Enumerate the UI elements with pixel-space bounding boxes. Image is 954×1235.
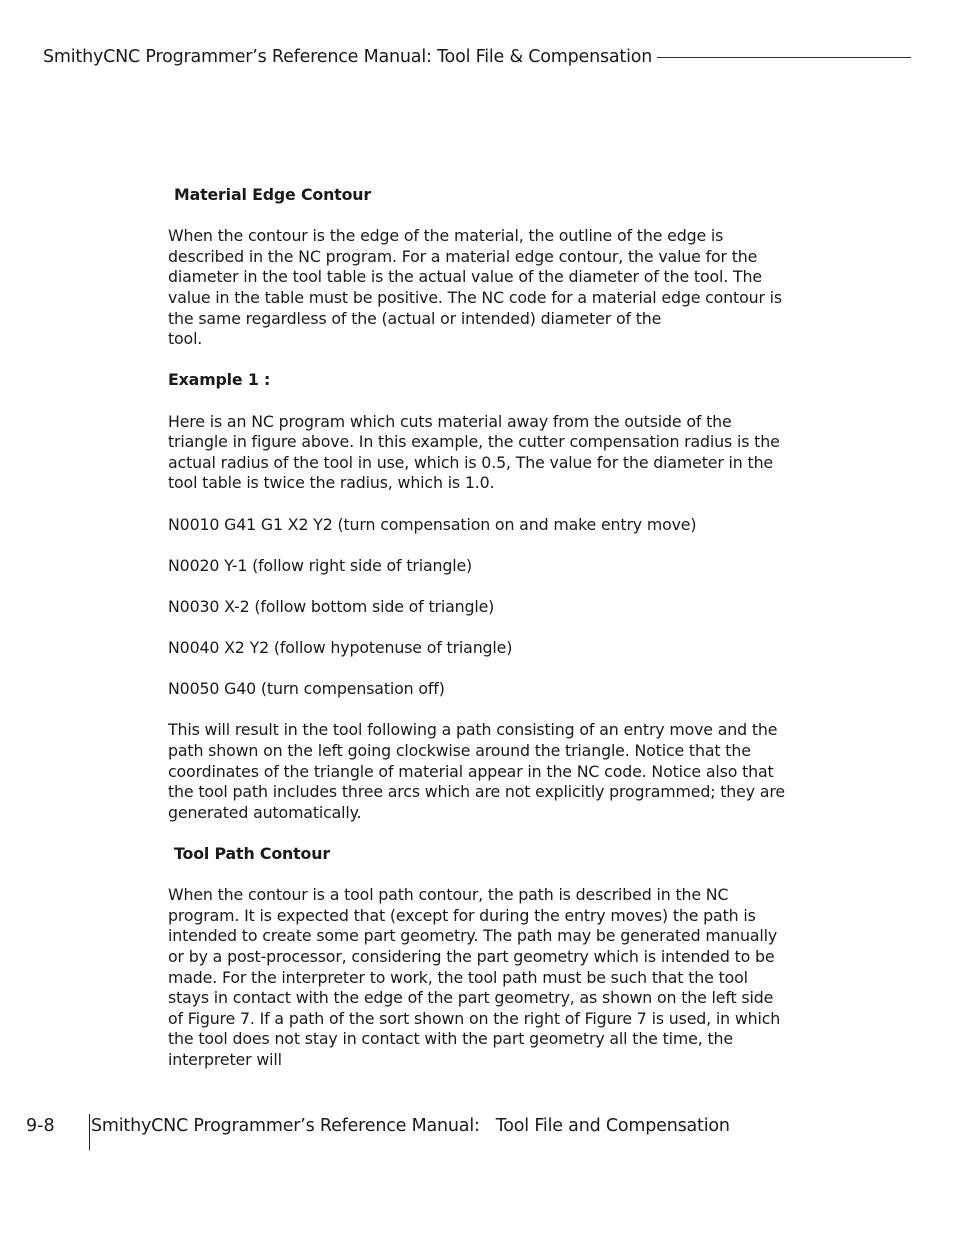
code-line: N0010 G41 G1 X2 Y2 (turn compensation on and make entry move) [168, 514, 697, 534]
code-line: N0030 X-2 (follow bottom side of triangle) [168, 596, 495, 616]
code-line: N0040 X2 Y2 (follow hypotenuse of triangle) [168, 638, 513, 658]
paragraph-example: Here is an NC program which cuts material away from the outside of the triangle in figure above. In this example, the cutter compensation radius is the actual radius of the tool in use, which is 0.5, The value for the diameter in the tool table is twice the radius, which is 1.0. [168, 411, 780, 493]
section-heading-tool-path: Tool Path Contour [174, 844, 330, 863]
footer-divider [89, 1114, 90, 1150]
example-label: Example 1 : [168, 370, 271, 390]
paragraph-tool-path: When the contour is a tool path contour, the path is described in the NC program. It is expected that (except for during the entry moves) the path is intended to create some part geometry. The path may be generated manually or by a post-processor, considering the part geometry which is intended to be made. For the interpreter to work, the tool path must be such that the tool stays in contact with the edge of the part geometry, as shown on the left side of Figure 7. If a path of the sort shown on the right of Figure 7 is used, in which the tool does not stay in contact with the part geometry all the time, the interpreter will [168, 885, 781, 1069]
header-title: SmithyCNC Programmer’s Reference Manual: Tool File & Compensation [43, 47, 653, 67]
paragraph-material-edge-end: tool. [168, 329, 203, 349]
paragraph-material-edge [168, 226, 790, 350]
running-footer [26, 1114, 926, 1150]
code-line: N0050 G40 (turn compensation off) [168, 679, 445, 699]
footer-title: SmithyCNC Programmer’s Reference Manual: Tool File and Compensation [91, 1116, 730, 1136]
header-rule [657, 57, 911, 58]
code-line: N0020 Y-1 (follow right side of triangle) [168, 555, 473, 575]
running-header [43, 45, 911, 69]
page-body [168, 185, 790, 1091]
paragraph-result: This will result in the tool following a path consisting of an entry move and the path shown on the left going clockwise around the triangle. Notice that the coordinates of the triangle of material appear in the NC code. Notice also that the tool path includes three arcs which are not explicitly programmed; they are generated automatically. [168, 720, 785, 822]
page-number: 9-8 [26, 1116, 55, 1136]
section-heading-material-edge: Material Edge Contour [174, 185, 372, 204]
paragraph-material-edge-text: When the contour is the edge of the material, the outline of the edge is described in the NC program. For a material edge contour, the value for the diameter in the tool table is the actual value of the diameter of the tool. The value in the table must be positive. The NC code for a material edge contour is the same regardless of the (actual or intended) diameter of the [168, 226, 783, 328]
